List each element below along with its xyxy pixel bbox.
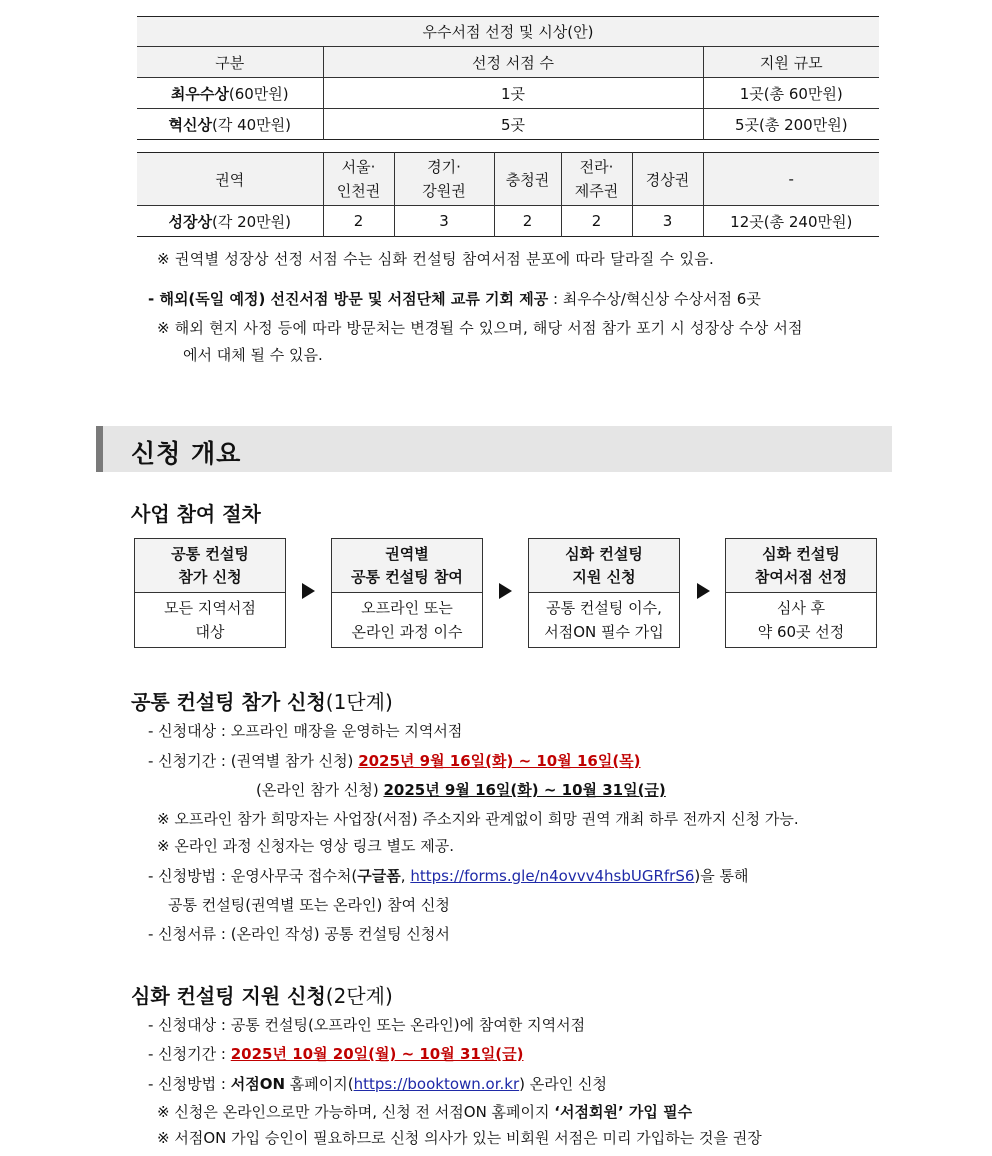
- region-gyeonggi-gangwon: 경기· 강원권: [394, 153, 494, 206]
- step-desc: 심사 후 약 60곳 선정: [757, 599, 845, 641]
- stage1-period-1: - 신청기간 : (권역별 참가 신청) 2025년 9월 16일(화) ~ 10월 16일(목): [148, 752, 641, 770]
- stage1-method-cont: 공통 컨설팅(권역별 또는 온라인) 참여 신청: [168, 896, 450, 914]
- step-desc: 모든 지역서점 대상: [164, 599, 256, 641]
- arrow-right-icon: [302, 583, 315, 599]
- stage2-note-online-only: ※ 신청은 온라인으로만 가능하며, 신청 전 서점ON 홈페이지 ‘서점회원’ 가입 필수: [157, 1103, 693, 1121]
- header-scale: 지원 규모: [703, 47, 879, 78]
- region-header-row: [137, 153, 879, 206]
- arrow-right-icon: [499, 583, 512, 599]
- procedure-title: 사업 참여 절차: [131, 502, 261, 526]
- award-table-header-row: [137, 47, 879, 78]
- award-count-cell: 5곳: [323, 109, 703, 140]
- step-desc: 오프라인 또는 온라인 과정 이수: [351, 599, 463, 641]
- procedure-step-4: [725, 538, 877, 648]
- note-overseas-change: ※ 해외 현지 사정 등에 따라 방문처는 변경될 수 있으며, 해당 서점 참가 포기 시 성장상 수상 서점: [157, 319, 803, 337]
- stage1-note-online: ※ 온라인 과정 신청자는 영상 링크 별도 제공.: [157, 837, 455, 855]
- note-growth-distribution: ※ 권역별 성장상 선정 서점 수는 심화 컨설팅 참여서점 분포에 따라 달라질 수 있음.: [157, 250, 715, 268]
- note-overseas-change-cont: 에서 대체 될 수 있음.: [183, 346, 323, 364]
- stage1-target: - 신청대상 : 오프라인 매장을 운영하는 지역서점: [148, 722, 463, 740]
- growth-count-cell: 3: [394, 206, 494, 237]
- region-label: 권역: [137, 153, 323, 206]
- google-form-link[interactable]: https://forms.gle/n4ovvv4hsbUGRfrS6: [410, 867, 695, 885]
- growth-award-table: [137, 152, 879, 237]
- growth-count-cell: 3: [632, 206, 703, 237]
- region-jeolla-jeju: 전라· 제주권: [561, 153, 632, 206]
- stage1-docs: - 신청서류 : (온라인 작성) 공통 컨설팅 신청서: [148, 925, 450, 943]
- step-head: 심화 컨설팅 지원 신청: [529, 539, 679, 593]
- growth-count-cell: 2: [561, 206, 632, 237]
- region-gyeongsang: 경상권: [632, 153, 703, 206]
- growth-count-cell: 2: [323, 206, 394, 237]
- award-table: [137, 16, 879, 140]
- arrow-right-icon: [697, 583, 710, 599]
- award-count-cell: 1곳: [323, 78, 703, 109]
- procedure-step-2: [331, 538, 483, 648]
- procedure-step-1: [134, 538, 286, 648]
- award-name-cell: 혁신상(각 40만원): [137, 109, 323, 140]
- award-table-title: 우수서점 선정 및 시상(안): [137, 17, 879, 47]
- region-chungcheong: 충청권: [494, 153, 561, 206]
- award-name-cell: 최우수상(60만원): [137, 78, 323, 109]
- region-dash: -: [703, 153, 879, 206]
- stage1-method: - 신청방법 : 운영사무국 접수처(구글폼, https://forms.gle/n4ovvv4hsbUGRfrS6)을 통해: [148, 867, 749, 885]
- procedure-step-3: [528, 538, 680, 648]
- award-table-title-row: [137, 17, 879, 47]
- stage2-method: - 신청방법 : 서점ON 홈페이지(https://booktown.or.kr) 온라인 신청: [148, 1075, 607, 1093]
- growth-total-cell: 12곳(총 240만원): [703, 206, 879, 237]
- stage1-period-2: (온라인 참가 신청) 2025년 9월 16일(화) ~ 10월 31일(금): [256, 781, 666, 799]
- region-seoul-incheon: 서울· 인천권: [323, 153, 394, 206]
- growth-count-cell: 2: [494, 206, 561, 237]
- table-row: [137, 109, 879, 140]
- section-banner: [96, 426, 892, 472]
- step-head: 권역별 공통 컨설팅 참여: [332, 539, 482, 593]
- step-head: 공통 컨설팅 참가 신청: [135, 539, 285, 593]
- stage2-period: - 신청기간 : 2025년 10월 20일(월) ~ 10월 31일(금): [148, 1045, 524, 1063]
- section-title: 신청 개요: [131, 439, 242, 468]
- stage2-note-register: ※ 서점ON 가입 승인이 필요하므로 신청 의사가 있는 비회원 서점은 미리 가입하는 것을 권장: [157, 1129, 762, 1147]
- header-category: 구분: [137, 47, 323, 78]
- header-count: 선정 서점 수: [323, 47, 703, 78]
- table-row: [137, 78, 879, 109]
- stage1-title: 공통 컨설팅 참가 신청(1단계): [131, 690, 393, 714]
- table-row: [137, 206, 879, 237]
- overseas-visit-line: - 해외(독일 예정) 선진서점 방문 및 서점단체 교류 기회 제공 : 최우수상/혁신상 수상서점 6곳: [148, 290, 761, 308]
- booktown-link[interactable]: https://booktown.or.kr: [353, 1075, 520, 1093]
- award-scale-cell: 5곳(총 200만원): [703, 109, 879, 140]
- stage1-note-offline: ※ 오프라인 참가 희망자는 사업장(서점) 주소지와 관계없이 희망 권역 개최 하루 전까지 신청 가능.: [157, 810, 799, 828]
- step-desc: 공통 컨설팅 이수, 서점ON 필수 가입: [544, 599, 664, 641]
- growth-award-name: 성장상(각 20만원): [137, 206, 323, 237]
- step-head: 심화 컨설팅 참여서점 선정: [726, 539, 876, 593]
- stage2-title: 심화 컨설팅 지원 신청(2단계): [131, 984, 393, 1008]
- award-scale-cell: 1곳(총 60만원): [703, 78, 879, 109]
- stage2-target: - 신청대상 : 공통 컨설팅(오프라인 또는 온라인)에 참여한 지역서점: [148, 1016, 586, 1034]
